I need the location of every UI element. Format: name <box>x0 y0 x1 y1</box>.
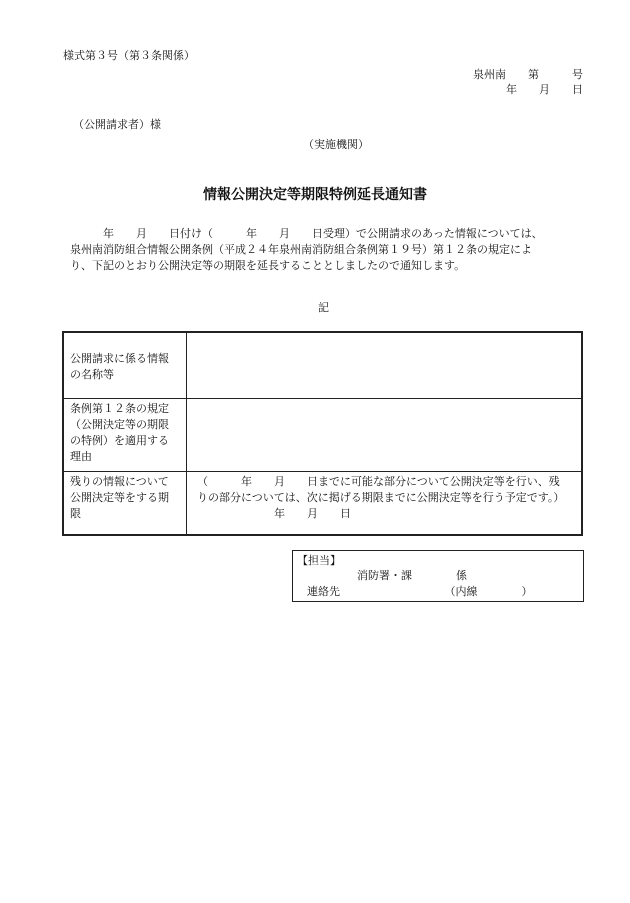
row-value-field[interactable] <box>187 399 583 472</box>
value-line: りの部分については、次に掲げる期限までに公開決定等を行う予定です。） <box>197 491 565 504</box>
label-line: の名称等 <box>70 368 114 381</box>
label-line: 条例第１２条の規定 <box>70 402 169 415</box>
label-line: の特例）を適用する <box>70 434 169 447</box>
body-line: り、下記のとおり公開決定等の期限を延長することとしましたので通知します。 <box>70 259 466 272</box>
row-value-field[interactable] <box>187 472 583 536</box>
body-text <box>70 226 543 274</box>
value-line: （ 年 月 日までに可能な部分について公開決定等を行い、残 <box>197 475 560 488</box>
body-line: 泉州南消防組合情報公開条例（平成２４年泉州南消防組合条例第１９号）第１２条の規定によ <box>70 243 532 256</box>
table-row <box>63 332 582 399</box>
label-line: 公開請求に係る情報 <box>70 352 169 365</box>
label-line: 理由 <box>70 450 92 463</box>
row-label <box>63 332 187 399</box>
contact-box <box>292 550 584 602</box>
addressee: （公開請求者）様 <box>73 118 161 131</box>
document-title: 情報公開決定等期限特例延長通知書 <box>203 187 427 203</box>
row-value-field[interactable] <box>187 332 583 399</box>
issuing-agency: （実施機関） <box>303 138 369 151</box>
contact-line: 連絡先 （内線 ） <box>307 585 533 598</box>
value-line: 年 月 日 <box>197 507 351 520</box>
contact-department: 消防署・課 係 <box>357 569 467 582</box>
table-row <box>63 399 582 472</box>
table-row <box>63 472 582 536</box>
label-line: 公開決定等をする期 <box>70 491 169 504</box>
label-line: （公開決定等の期限 <box>70 418 169 431</box>
document-date: 年 月 日 <box>506 83 583 96</box>
details-table <box>62 331 583 536</box>
form-number: 様式第３号（第３条関係） <box>63 49 195 62</box>
label-line: 限 <box>70 507 81 520</box>
label-line: 残りの情報について <box>70 475 169 488</box>
row-label <box>63 472 187 536</box>
row-label <box>63 399 187 472</box>
ki-heading: 記 <box>318 301 329 314</box>
body-line: 年 月 日付け（ 年 月 日受理）で公開請求のあった情報については、 <box>70 227 543 240</box>
document-number: 泉州南 第 号 <box>473 68 583 81</box>
contact-heading: 【担当】 <box>297 554 341 567</box>
